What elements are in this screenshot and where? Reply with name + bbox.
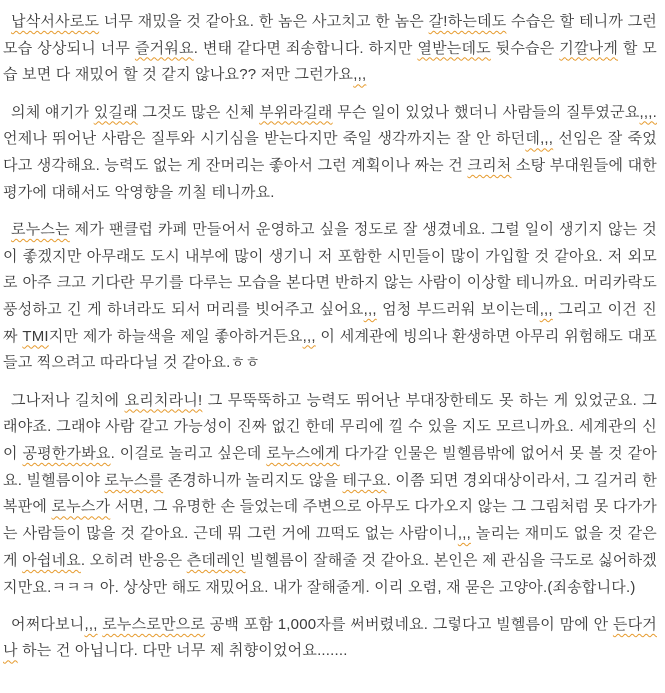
text-segment: 어쩌다보니 bbox=[11, 615, 85, 633]
text-segment: 그것도 많은 신체 bbox=[137, 103, 260, 121]
text-segment: 언제나 뛰어난 사람은 질투와 시기심을 받는다지만 죽일 생각까지는 잘 안 하던 bbox=[3, 130, 526, 148]
text-segment: 그리고 이건 진짜 bbox=[3, 301, 657, 345]
misspelled-segment: 로누스를 bbox=[104, 471, 164, 489]
text-segment: 하는 건 아닙니다. 다만 너무 제 취향이었어요....... bbox=[17, 642, 348, 660]
misspelled-segment: 공평한가봐요 bbox=[22, 445, 111, 463]
text-segment: 빌헬름이 잘해줄 것 같아요. 본인은 제 관심을 극도로 싫어하겠지만요.ㅋㅋㅋ 아. 상상만 해도 재밌어요. 내가 잘해줄게. 이리 오렴, 재 묻은 고양아.(죄송합니다.) bbox=[3, 551, 657, 596]
text-segment: 할 모습 보면 다 재밌어 할 것 같지 않나요?? 저만 그런가요 bbox=[3, 39, 658, 84]
text-segment: 존경하니까 놀리지도 않을 bbox=[163, 471, 343, 489]
misspelled-segment: 즐거워요 bbox=[134, 39, 194, 57]
text-segment: . 이쯤 되면 경외대상이라서, 그 길거리 한복판에 bbox=[3, 471, 658, 516]
text-segment: 의체 얘기가 bbox=[11, 103, 94, 121]
text-segment: 소탕 부대원들에 대한 평가에 대해서도 악영향을 끼칠 테니까요. bbox=[3, 157, 657, 201]
text-segment: 엄청 부드러워 보이는데 bbox=[376, 301, 540, 319]
misspelled-segment: 납삭서사로도 bbox=[11, 13, 100, 30]
misspelled-segment: ,,, bbox=[457, 525, 471, 543]
misspelled-segment: ,,, bbox=[302, 327, 316, 345]
misspelled-segment: 아쉽네요 bbox=[22, 551, 81, 569]
misspelled-segment: 데,,, bbox=[525, 130, 554, 148]
text-segment: . 오히려 반응은 bbox=[80, 551, 187, 569]
misspelled-segment: 로누스에게 bbox=[266, 445, 340, 463]
text-segment: 다가갈 인물은 빌헬름밖에 없어서 못 볼 것 같아요. 빌헬름이야 bbox=[3, 445, 657, 489]
text-segment: 서면, 그 유명한 손 들었는데 주변으로 아무도 다가오지 않는 그 그림처럼 못 다가가는 사람들이 많을 것 같아요. 근데 뭐 그런 거에 끄떡도 없는 사람이니 bbox=[3, 498, 657, 543]
text-segment: 이 세계관에 빙의나 환생하면 아무리 위험해도 대포 들고 찍으려고 따라다닐 것 같아요.ㅎㅎ bbox=[3, 327, 657, 372]
paragraph bbox=[3, 388, 657, 602]
misspelled-segment: 로누스가 bbox=[51, 498, 111, 516]
misspelled-segment: 로누스로만으로 bbox=[102, 615, 206, 633]
text-segment: 뒷수습은 bbox=[490, 39, 560, 57]
misspelled-segment: 요리치라니! bbox=[124, 391, 203, 409]
text-segment: . 변태 같다면 죄송합니다. 하지만 bbox=[193, 39, 418, 57]
misspelled-segment: 있길래 bbox=[93, 103, 138, 121]
text-segment: 놀리는 재미도 없을 것 같은 게 bbox=[3, 525, 657, 569]
misspelled-segment: ,,,. bbox=[639, 103, 657, 121]
paragraph bbox=[3, 9, 657, 89]
misspelled-segment: ,,, bbox=[353, 66, 367, 84]
misspelled-segment: 기깔나게 bbox=[559, 39, 619, 57]
misspelled-segment: ,,, bbox=[539, 301, 553, 319]
text-segment: 무슨 일이 있었나 했더니 사람들의 질투였군요 bbox=[332, 103, 640, 121]
misspelled-segment: ,,, bbox=[84, 615, 98, 633]
text-segment: . 이걸로 놀리고 싶은데 bbox=[110, 445, 267, 463]
text-segment: 수습은 할 테니까 그런 모습 상상되니 너무 bbox=[3, 13, 657, 57]
text-segment: 선임은 잘 죽었다고 생각해요. 능력도 없는 게 잔머리는 좋아서 그런 계획이나 짜는 건 bbox=[3, 130, 657, 175]
misspelled-segment: 테구요 bbox=[342, 471, 387, 489]
text-segment: 지만 제가 하늘색을 제일 좋아하거든요 bbox=[48, 327, 303, 345]
misspelled-segment: 갈!하는데도 bbox=[428, 13, 507, 30]
misspelled-segment: ,,, bbox=[363, 301, 377, 319]
text-segment: 제가 팬클럽 카페 만들어서 운영하고 싶을 정도로 잘 생겼네요. 그럴 일이 생기지 않는 것이 좋겠지만 아무래도 도시 내부에 많이 생기니 저 포함한 시민들이 많이 가입할 것 같아요. 저 외모로 아주 크고 기다란 무기를 다루는 모습을 본다면 반하지 않는 사람이 이상할 테니까요. 머리카락도 풍성하고 긴 게 하녀라도 되서 머리를 빗어주고 싶어요 bbox=[3, 220, 657, 319]
paragraph bbox=[3, 612, 657, 665]
misspelled-segment: 든다거나 bbox=[3, 615, 657, 660]
misspelled-segment: 츤데레인 bbox=[186, 551, 246, 569]
paragraph bbox=[3, 217, 657, 377]
misspelled-segment: 로누스는 bbox=[11, 220, 70, 238]
text-segment: 공백 포함 1,000자를 써버렸네요. 그렇다고 빌헬름이 맘에 안 bbox=[205, 615, 613, 633]
misspelled-segment: 크리처 bbox=[467, 157, 512, 175]
paragraph bbox=[3, 100, 657, 207]
text-segment: 그 무뚝뚝하고 능력도 뛰어난 부대장한테도 못 하는 게 있었군요. 그래야죠. 그래야 사람 같고 가능성이 진짜 없긴 한데 무리에 낄 수 있을 지도 모르니까요. 세계관의 신이 bbox=[3, 391, 657, 463]
misspelled-segment: TMI bbox=[22, 327, 49, 345]
text-segment: 그나저나 길치에 bbox=[11, 391, 125, 409]
misspelled-segment: 열받는데도 bbox=[417, 39, 491, 57]
text-segment: 너무 재밌을 것 같아요. 한 놈은 사고치고 한 놈은 bbox=[99, 13, 429, 30]
misspelled-segment: 부위라길래 bbox=[259, 103, 333, 121]
